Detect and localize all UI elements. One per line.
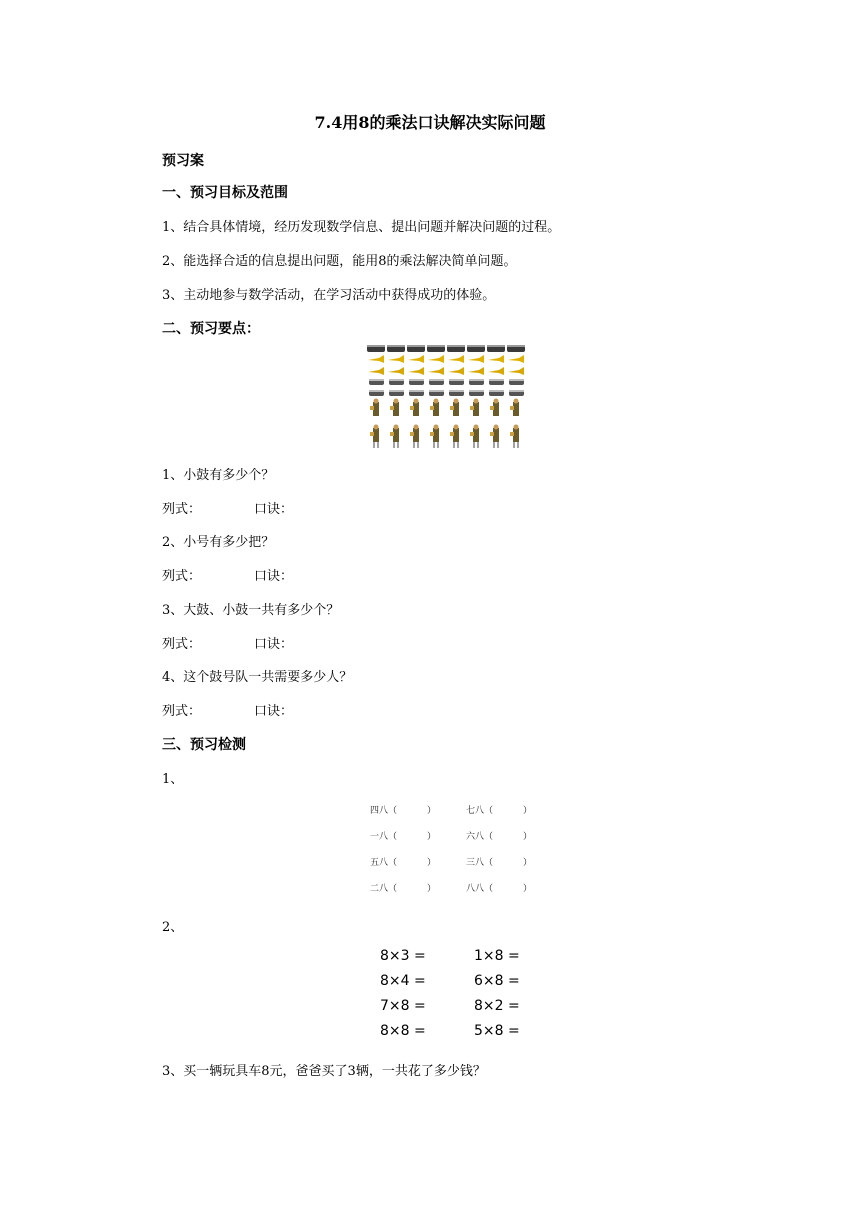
small-drum-rim — [389, 390, 404, 392]
rhyme-label: 口诀： — [254, 704, 294, 719]
answer-line-2 — [162, 565, 293, 584]
sec1-item-3: 3、主动地参与数学活动，在学习活动中获得成功的体验。 — [162, 288, 496, 303]
player-head — [394, 425, 399, 430]
instrument-icon — [510, 432, 514, 436]
trumpet-icon — [408, 355, 424, 363]
calc-item: 8×2 = — [474, 998, 520, 1014]
page-title: 7.4用8的乘法口诀解决实际问题 — [314, 113, 546, 132]
small-drum-rim — [429, 379, 444, 381]
rhyme-row: 五八（ ） — [370, 858, 437, 868]
question-2: 2、小号有多少把？ — [162, 535, 275, 550]
player-head — [494, 399, 499, 404]
question-4: 4、这个鼓号队一共需要多少人？ — [162, 670, 353, 685]
instrument-icon — [390, 406, 394, 410]
small-drum-rim — [409, 379, 424, 381]
sec3-q1: 1、 — [162, 772, 184, 787]
trumpet-icon — [428, 355, 444, 363]
small-drum-rim — [449, 379, 464, 381]
trumpet-icon — [508, 367, 524, 375]
small-drum-rim — [369, 390, 384, 392]
player-head — [414, 425, 419, 430]
player-head — [474, 399, 479, 404]
player-head — [454, 425, 459, 430]
rhyme-row: 六八（ ） — [466, 832, 533, 842]
trumpet-icon — [368, 367, 384, 375]
sec3-q2: 2、 — [162, 920, 184, 935]
instrument-icon — [490, 432, 494, 436]
section-preview-heading: 预习案 — [162, 153, 204, 169]
small-drum-rim — [369, 379, 384, 381]
trumpet-icon — [488, 355, 504, 363]
big-drum-rim — [367, 345, 385, 347]
player-head — [434, 399, 439, 404]
small-drum-rim — [389, 379, 404, 381]
sec1-item-2: 2、能选择合适的信息提出问题，能用8的乘法解决简单问题。 — [162, 254, 517, 269]
trumpet-icon — [368, 355, 384, 363]
small-drum-rim — [449, 390, 464, 392]
formula-label: 列式： — [162, 569, 202, 584]
trumpet-icon — [508, 355, 524, 363]
big-drum-rim — [387, 345, 405, 347]
instrument-icon — [450, 406, 454, 410]
formula-label: 列式： — [162, 637, 202, 652]
instrument-icon — [410, 406, 414, 410]
formula-label: 列式： — [162, 704, 202, 719]
instrument-icon — [390, 432, 394, 436]
instrument-icon — [370, 406, 374, 410]
rhyme-row: 三八（ ） — [466, 858, 533, 868]
calc-item: 8×3 = — [380, 948, 426, 964]
rhyme-label: 口诀： — [254, 502, 294, 517]
calc-item: 5×8 = — [474, 1023, 520, 1039]
calc-item: 1×8 = — [474, 948, 520, 964]
question-3: 3、大鼓、小鼓一共有多少个？ — [162, 603, 340, 618]
calc-item: 8×4 = — [380, 973, 426, 989]
sec3-heading: 三、预习检测 — [162, 737, 246, 753]
rhyme-label: 口诀： — [254, 637, 294, 652]
drum-band-image — [366, 344, 526, 450]
player-head — [474, 425, 479, 430]
instrument-icon — [490, 406, 494, 410]
instrument-icon — [510, 406, 514, 410]
instrument-icon — [470, 406, 474, 410]
big-drum-rim — [407, 345, 425, 347]
big-drum-rim — [447, 345, 465, 347]
player-head — [414, 399, 419, 404]
answer-line-1 — [162, 498, 293, 517]
calc-item: 7×8 = — [380, 998, 426, 1014]
instrument-icon — [410, 432, 414, 436]
big-drum-rim — [467, 345, 485, 347]
trumpet-icon — [388, 355, 404, 363]
small-drum-rim — [509, 390, 524, 392]
answer-line-4 — [162, 700, 293, 719]
rhyme-label: 口诀： — [254, 569, 294, 584]
calc-item: 8×8 = — [380, 1023, 426, 1039]
instrument-icon — [470, 432, 474, 436]
small-drum-rim — [469, 379, 484, 381]
sec2-heading: 二、预习要点： — [162, 321, 260, 337]
trumpet-icon — [468, 355, 484, 363]
player-head — [514, 425, 519, 430]
trumpet-icon — [488, 367, 504, 375]
trumpet-icon — [448, 355, 464, 363]
question-1: 1、小鼓有多少个？ — [162, 468, 275, 483]
player-head — [374, 425, 379, 430]
calc-item: 6×8 = — [474, 973, 520, 989]
rhyme-row: 四八（ ） — [370, 806, 437, 816]
trumpet-icon — [428, 367, 444, 375]
small-drum-rim — [489, 379, 504, 381]
trumpet-icon — [468, 367, 484, 375]
sec1-heading: 一、预习目标及范围 — [162, 185, 288, 201]
player-head — [374, 399, 379, 404]
player-head — [494, 425, 499, 430]
small-drum-rim — [469, 390, 484, 392]
answer-line-3 — [162, 633, 293, 652]
small-drum-rim — [409, 390, 424, 392]
sec1-item-1: 1、结合具体情境，经历发现数学信息、提出问题并解决问题的过程。 — [162, 220, 561, 235]
instrument-icon — [430, 432, 434, 436]
big-drum-rim — [487, 345, 505, 347]
player-head — [434, 425, 439, 430]
small-drum-rim — [429, 390, 444, 392]
rhyme-row: 一八（ ） — [370, 832, 437, 842]
instrument-icon — [430, 406, 434, 410]
rhyme-row: 七八（ ） — [466, 806, 533, 816]
big-drum-rim — [507, 345, 525, 347]
sec3-q3: 3、买一辆玩具车8元，爸爸买了3辆，一共花了多少钱？ — [162, 1064, 486, 1079]
player-head — [454, 399, 459, 404]
rhyme-row: 八八（ ） — [466, 884, 533, 894]
instrument-icon — [450, 432, 454, 436]
big-drum-rim — [427, 345, 445, 347]
trumpet-icon — [408, 367, 424, 375]
trumpet-icon — [388, 367, 404, 375]
formula-label: 列式： — [162, 502, 202, 517]
player-head — [514, 399, 519, 404]
rhyme-row: 二八（ ） — [370, 884, 437, 894]
instrument-icon — [370, 432, 374, 436]
trumpet-icon — [448, 367, 464, 375]
small-drum-rim — [509, 379, 524, 381]
player-head — [394, 399, 399, 404]
small-drum-rim — [489, 390, 504, 392]
